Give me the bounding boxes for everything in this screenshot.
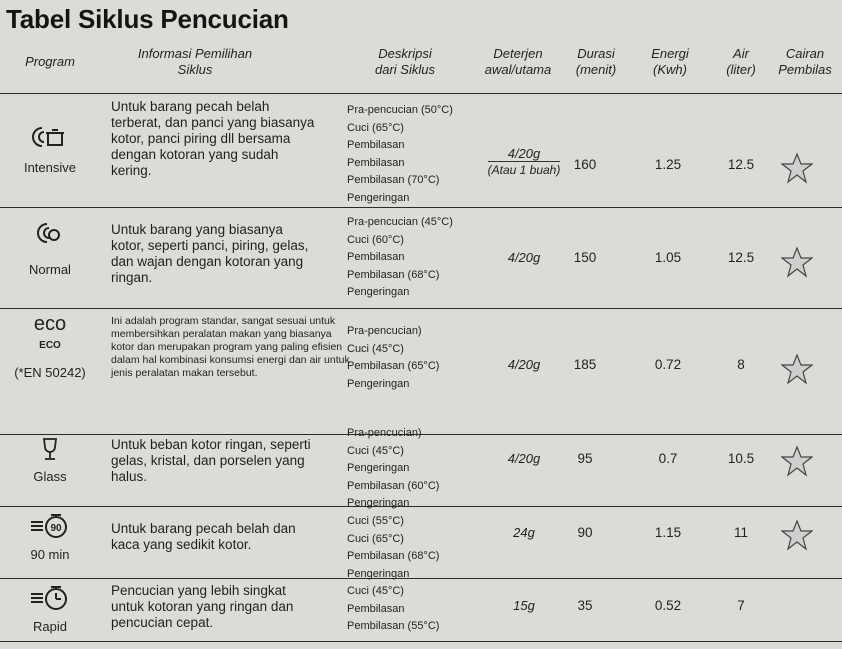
duration-value: 35 [577,598,593,613]
table-row [0,506,842,579]
duration-value: 150 [573,250,597,265]
energy-value: 1.15 [654,525,682,540]
cycle-description: Pra-pencucian (45°C) Cuci (60°C) Pembilasan Pembilasan (68°C) Pengeringan [347,216,453,298]
program-cell [0,220,100,277]
cycle-description: Cuci (45°C) Pembilasan Pembilasan (55°C) [347,585,440,632]
program-info: Untuk beban kotor ringan, seperti gelas, kristal, dan porselen yang halus. [111,437,311,484]
detergent-value: 15g [513,598,535,613]
header-rinse-aid: Cairan Pembilas [778,46,832,77]
cycle-description: Cuci (55°C) Cuci (65°C) Pembilasan (68°C) Pengeringan [347,515,440,580]
header-energy: Energi (Kwh) [651,46,689,77]
eco-icon: eco [33,313,67,335]
energy-value: 0.52 [654,598,682,613]
duration-value: 185 [573,357,597,372]
header-water: Air (liter) [726,46,756,77]
duration-value: 160 [573,157,597,172]
table-row [0,207,842,309]
program-info: Untuk barang yang biasanya kotor, seperti panci, piring, gelas, dan wajan dengan kotoran yang ringan. [111,222,309,285]
star-icon [781,152,813,184]
header-desc: Deskripsi dari Siklus [375,46,435,77]
program-info: Untuk barang pecah belah dan kaca yang sedikit kotor. [111,521,296,552]
table-row [0,427,842,509]
program-cell [0,437,100,484]
intensive-icon [30,124,70,150]
cycle-description: Pra-pencucian (50°C) Cuci (65°C) Pembilasan Pembilasan Pembilasan (70°C) Pengeringan [347,104,453,204]
header-detergent: Deterjen awal/utama [484,46,552,77]
table-row [0,308,842,435]
table-row [0,93,842,208]
water-value: 12.5 [727,250,755,265]
star-icon [781,445,813,477]
energy-value: 0.7 [658,451,678,466]
program-name: Intensive [23,160,77,175]
cycle-description: Pra-pencucian) Cuci (45°C) Pembilasan (65°C) Pengeringan [347,325,440,390]
program-info: Pencucian yang lebih singkat untuk kotoran yang ringan dan pencucian cepat. [111,583,294,630]
program-cell [0,513,100,562]
header-program: Program [25,54,75,69]
duration-value: 90 [577,525,593,540]
water-value: 12.5 [727,157,755,172]
water-value: 10.5 [727,451,755,466]
water-value: 8 [737,357,745,372]
duration-value: 95 [577,451,593,466]
detergent-value: 4/20g (Atau 1 buah) [487,146,561,177]
program-name: Normal [29,262,71,277]
timer-icon [29,513,71,539]
program-name: 90 min [30,547,70,562]
star-icon [781,353,813,385]
water-value: 11 [733,525,748,540]
detergent-value: 4/20g [507,357,541,372]
eco-badge: ECO [39,340,61,351]
table-row [0,578,842,642]
energy-value: 1.05 [654,250,682,265]
energy-value: 0.72 [654,357,682,372]
detergent-value: 4/20g [507,250,541,265]
program-cell [0,313,100,380]
svg-text:90: 90 [50,523,62,534]
program-info: Untuk barang pecah belah terberat, dan panci yang biasanya kotor, panci piring dll bersama dengan kotoran yang sudah kering. [111,99,315,178]
star-icon [781,519,813,551]
rapid-clock-icon [29,585,71,611]
page-title: Tabel Siklus Pencucian [6,4,289,34]
normal-icon [33,220,67,246]
detergent-value: 4/20g [507,451,541,466]
program-cell [0,124,100,175]
detergent-value: 24g [513,525,535,540]
program-info: Ini adalah program standar, sangat sesuai untuk membersihkan peralatan makan yang biasanya kotor dan merupakan program yang paling efisien dalam hal kombinasi konsumsi energi dan air untuk jenis peralatan makan tersebut. [111,315,350,379]
program-name: Rapid [33,619,67,634]
energy-value: 1.25 [654,157,682,172]
cycle-description: Pra-pencucian) Cuci (45°C) Pengeringan Pembilasan (60°C) Pengeringan [347,427,440,509]
program-name: (*EN 50242) [14,365,86,380]
star-icon [781,246,813,278]
glass-icon [40,437,60,461]
header-duration: Durasi (menit) [575,46,617,77]
program-name: Glass [33,469,67,484]
water-value: 7 [737,598,745,613]
header-info: Informasi Pemilihan Siklus [137,46,253,77]
program-cell [0,585,100,634]
